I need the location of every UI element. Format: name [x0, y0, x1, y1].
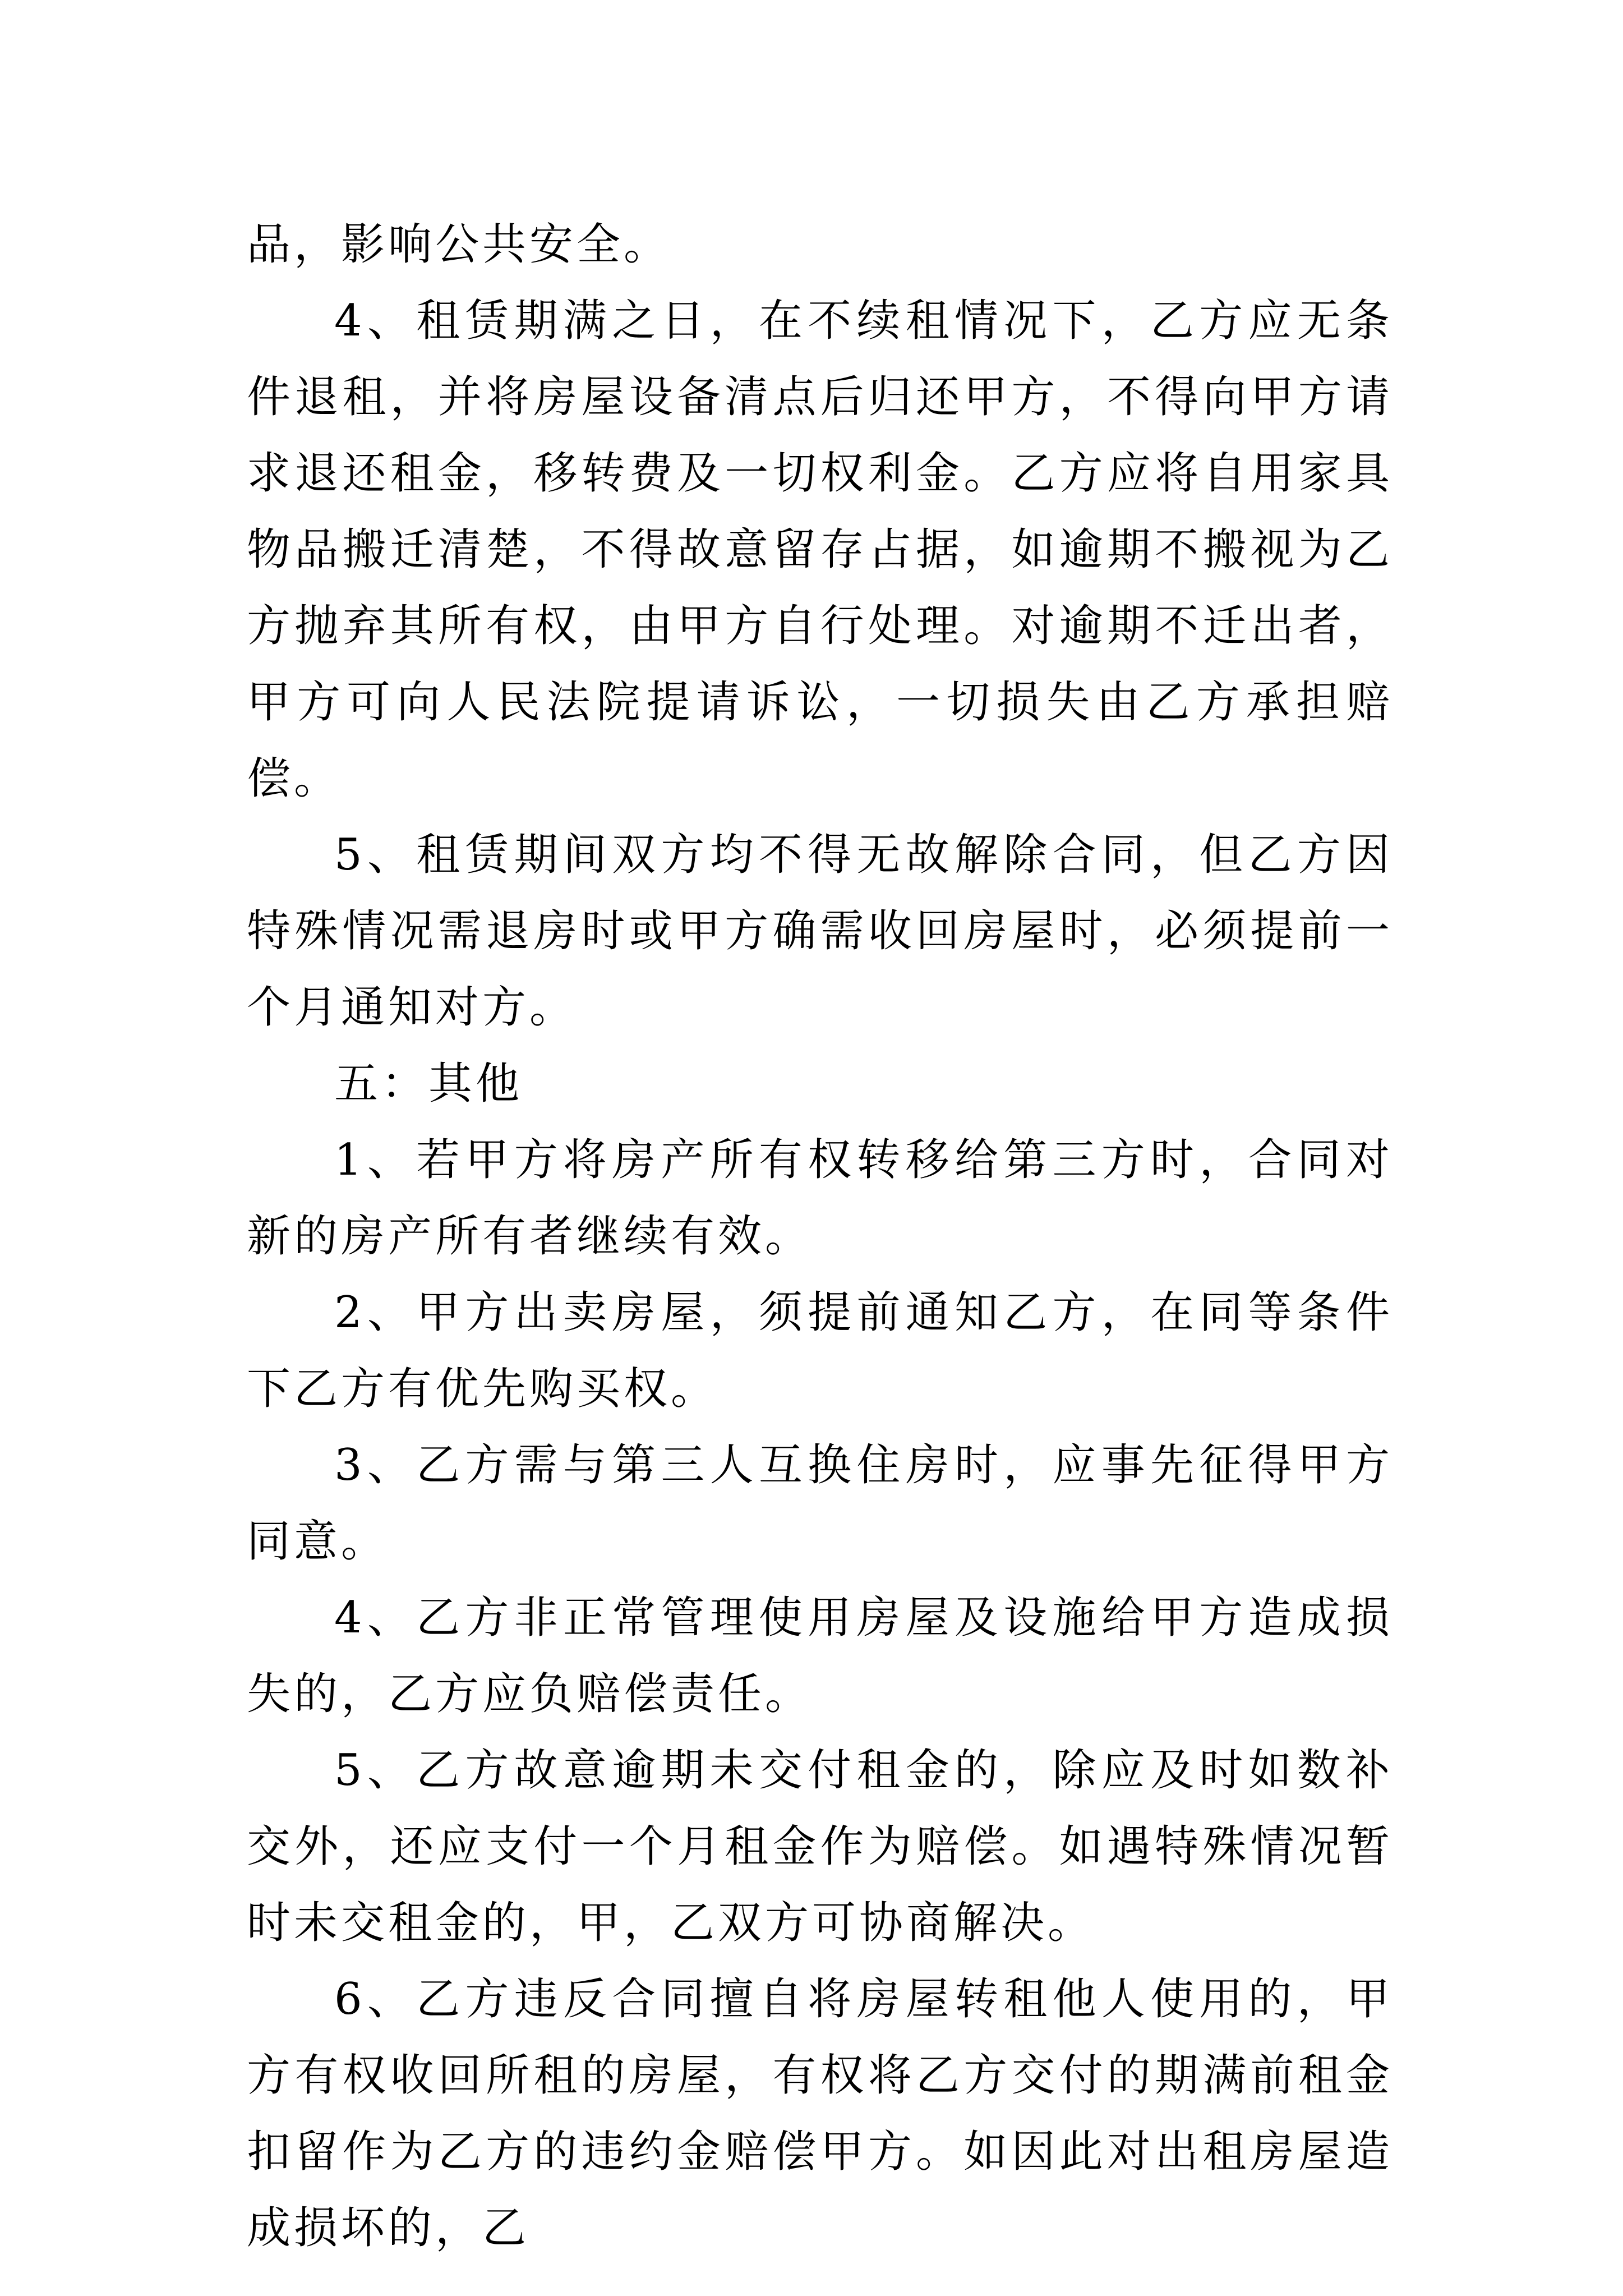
paragraph-other-1: 1、若甲方将房产所有权转移给第三方时，合同对新的房产所有者继续有效。 — [247, 1135, 1393, 1262]
paragraph-other-5: 5、乙方故意逾期未交付租金的，除应及时如数补交外，还应支付一个月租金作为赔偿。如遇特殊情况暂时未交租金的，甲，乙双方可协商解决。 — [247, 1745, 1393, 1948]
paragraph-other-2: 2、甲方出卖房屋，须提前通知乙方，在同等条件下乙方有优先购买权。 — [247, 1287, 1393, 1414]
paragraph-other-4: 4、乙方非正常管理使用房屋及设施给甲方造成损失的，乙方应负赔偿责任。 — [247, 1593, 1393, 1719]
paragraph-clause-4-lease-expiry: 4、租赁期满之日，在不续租情况下，乙方应无条件退租，并将房屋设备清点后归还甲方，不得向甲方请求退还租金，移转费及一切权利金。乙方应将自用家具物品搬迁清楚，不得故意留存占据，如逾期不搬视为乙方抛弃其所有权，由甲方自行处理。对逾期不迁出者，甲方可向人民法院提请诉讼，一切损失由乙方承担赔偿。 — [247, 296, 1393, 804]
contract-text — [247, 206, 1393, 2266]
paragraph-continuation: 品，影响公共安全。 — [247, 219, 671, 270]
paragraph-clause-5-termination: 5、租赁期间双方均不得无故解除合同，但乙方因特殊情况需退房时或甲方确需收回房屋时，必须提前一个月通知对方。 — [247, 830, 1393, 1033]
paragraph-other-3: 3、乙方需与第三人互换住房时，应事先征得甲方同意。 — [247, 1440, 1393, 1567]
section-heading-other: 五：其他 — [334, 1059, 523, 1109]
paragraph-other-6: 6、乙方违反合同擅自将房屋转租他人使用的，甲方有权收回所租的房屋，有权将乙方交付的期满前租金扣留作为乙方的违约金赔偿甲方。如因此对出租房屋造成损坏的，乙 — [247, 1974, 1393, 2253]
